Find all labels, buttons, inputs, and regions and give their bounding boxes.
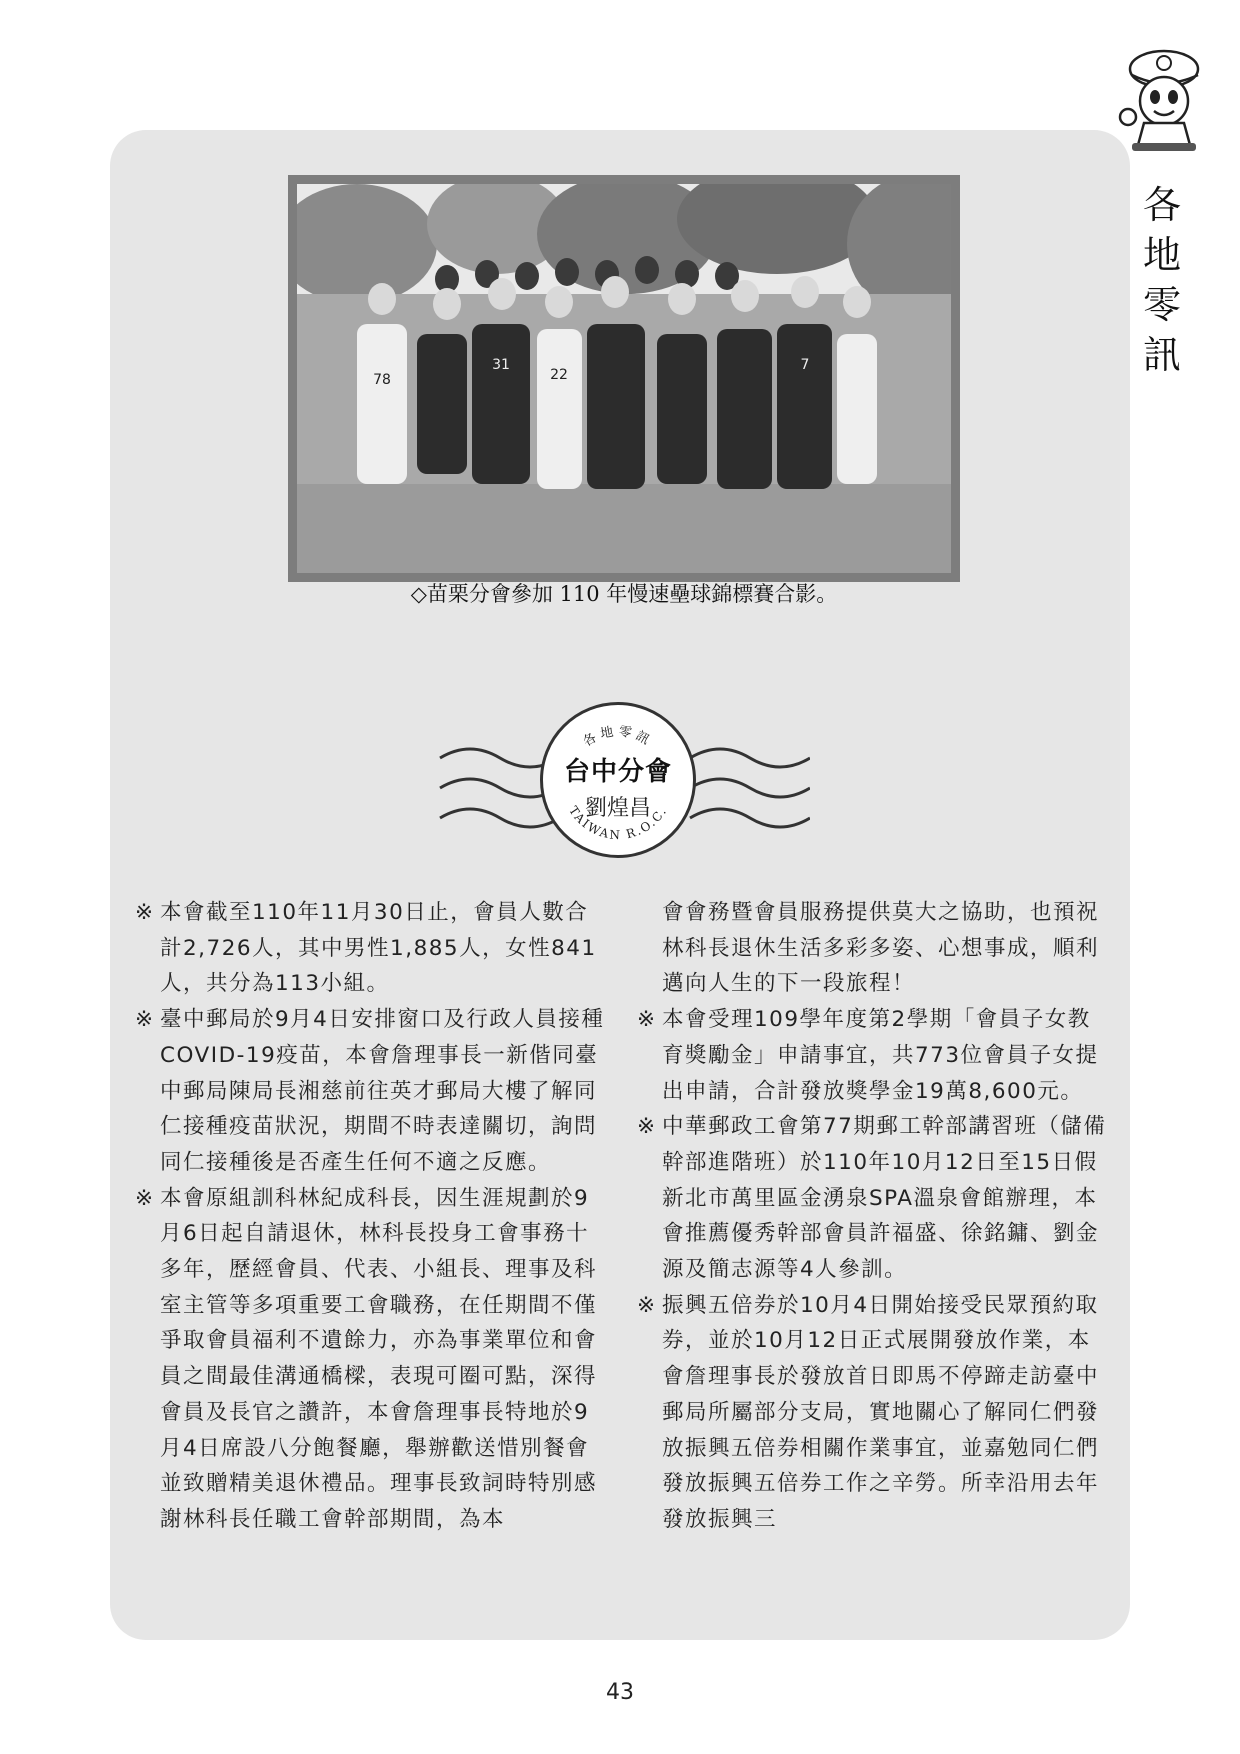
news-item-text: 本會原組訓科林紀成科長，因生涯規劃於9月6日起自請退休，林科長投身工會事務十多年，歷經會員、代表、小組長、理事及科室主管等多項重要工會職務，在任期間不僅爭取會員福利不遺餘力，亦為事業單位和會員之間最佳溝通橋樑，表現可圈可點，深得會員及長官之讚許，本會詹理事長特地於9月4日席設八分飽餐廳，舉辦歡送惜別餐會並致贈精美退休禮品。理事長致詞時特別感謝林科長任職工會幹部期間，為本 (160, 1185, 598, 1532)
article-column-right (637, 895, 1107, 1538)
section-title-char: 零 (1142, 283, 1181, 327)
news-item-text: 臺中郵局於9月4日安排窗口及行政人員接種COVID-19疫苗，本會詹理事長一新偕同臺中郵局陳局長湘慈前往英才郵局大樓了解同仁接種疫苗狀況，期間不時表達關切，詢問同仁接種後是否產生任何不適之反應。 (160, 1007, 605, 1175)
jersey-number: 78 (373, 372, 391, 388)
reference-mark: ※ (637, 1114, 657, 1140)
section-title-char: 各 (1142, 183, 1181, 227)
photo-frame (288, 175, 960, 582)
section-title-vertical (1137, 180, 1187, 380)
news-item-continuation: 會會務暨會員服務提供莫大之協助，也預祝林科長退休生活多彩多姿、心想事成，順利邁向人生的下一段旅程！ (662, 900, 1100, 997)
jersey-number: 7 (800, 357, 810, 373)
news-item (637, 1002, 1107, 1109)
section-title-char: 地 (1142, 233, 1181, 277)
news-item (135, 895, 605, 1002)
news-item-text: 本會截至110年11月30日止，會員人數合計2,726人，其中男性1,885人，女性841人，共分為113小組。 (160, 900, 597, 997)
stamp-bottom-text: TAIWAN R.O.C. (566, 803, 670, 843)
news-item-text: 振興五倍券於10月4日開始接受民眾預約取券，並於10月12日正式展開發放作業，本會詹理事長於發放首日即馬不停蹄走訪臺中郵局所屬部分支局，實地關心了解同仁們發放振興五倍券相關作業事宜，並嘉勉同仁們發放振興五倍券工作之辛勞。所幸沿用去年發放振興三 (662, 1292, 1100, 1532)
news-item (135, 1002, 605, 1181)
jersey-number: 22 (550, 367, 568, 383)
section-title-char: 訊 (1142, 333, 1181, 377)
news-item (637, 1109, 1107, 1288)
reference-mark: ※ (135, 900, 155, 925)
jersey-number: 31 (492, 357, 510, 373)
reference-mark: ※ (637, 1292, 657, 1318)
reference-mark: ※ (135, 1185, 155, 1211)
reference-mark: ※ (637, 1007, 657, 1033)
news-item (637, 1288, 1107, 1538)
stamp-top-text: 各地零訊 (580, 724, 656, 751)
branch-name: 台中分會 (563, 757, 672, 787)
postmark-stamp (540, 702, 696, 858)
news-item-text: 中華郵政工會第77期郵工幹部講習班（儲備幹部進階班）於110年10月12日至15日假新北市萬里區金湧泉SPA溫泉會館辦理，本會推薦優秀幹部會員許福盛、徐銘鏞、劉金源及簡志源等4人參訓。 (662, 1114, 1107, 1283)
article-column-left (135, 895, 605, 1538)
photo-caption: ◇苗栗分會參加 110 年慢速壘球錦標賽合影。 (410, 582, 838, 606)
news-item-text: 本會受理109學年度第2學期「會員子女教育獎勵金」申請事宜，共773位會員子女提出申請，合計發放獎學金19萬8,600元。 (662, 1007, 1099, 1104)
page-number: 43 (606, 1680, 634, 1705)
author-name: 劉煌昌 (584, 796, 651, 821)
news-item (135, 1181, 605, 1538)
postman-mascot-logo (1118, 45, 1204, 155)
svg-text:各地零訊 (580, 723, 655, 750)
reference-mark: ※ (135, 1007, 155, 1033)
group-photo (297, 184, 951, 573)
